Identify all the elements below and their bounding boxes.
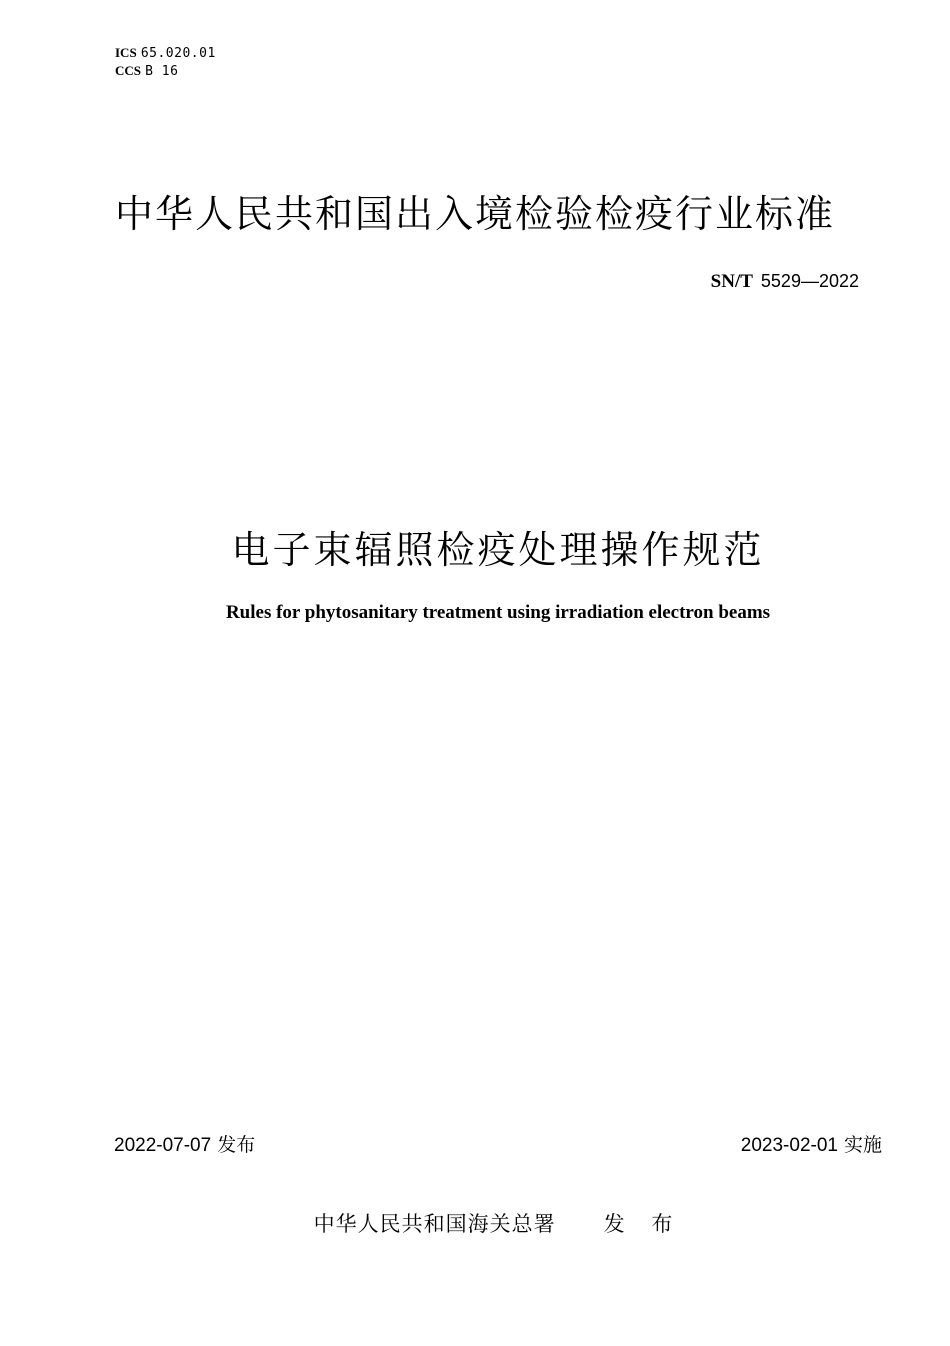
issue-date-label: 发布 bbox=[217, 1134, 256, 1156]
ics-line bbox=[115, 44, 216, 62]
title-chinese: 电子束辐照检疫处理操作规范 bbox=[231, 528, 765, 572]
classification-codes bbox=[115, 44, 216, 80]
publisher bbox=[0, 1208, 950, 1238]
issue-date-value: 2022-07-07 bbox=[114, 1135, 212, 1156]
publisher-name: 中华人民共和国海关总署 bbox=[313, 1212, 556, 1236]
issue-date bbox=[114, 1130, 255, 1157]
ccs-label: CCS bbox=[115, 63, 142, 78]
implementation-date bbox=[741, 1130, 882, 1157]
standard-code: 5529—2022 bbox=[760, 271, 859, 291]
ccs-line bbox=[115, 62, 216, 80]
implementation-date-value: 2023-02-01 bbox=[740, 1135, 838, 1156]
standard-number bbox=[711, 271, 859, 293]
ics-value: 65.020.01 bbox=[140, 46, 216, 61]
title-english: Rules for phytosanitary treatment using irradiation electron beams bbox=[225, 602, 771, 623]
standard-category: 中华人民共和国出入境检验检疫行业标准 bbox=[114, 192, 835, 236]
implementation-date-label: 实施 bbox=[843, 1134, 882, 1156]
ics-label: ICS bbox=[115, 45, 137, 60]
publisher-action: 发 布 bbox=[603, 1212, 683, 1236]
standard-prefix: SN/T bbox=[710, 271, 753, 292]
ccs-value: B 16 bbox=[145, 64, 179, 79]
